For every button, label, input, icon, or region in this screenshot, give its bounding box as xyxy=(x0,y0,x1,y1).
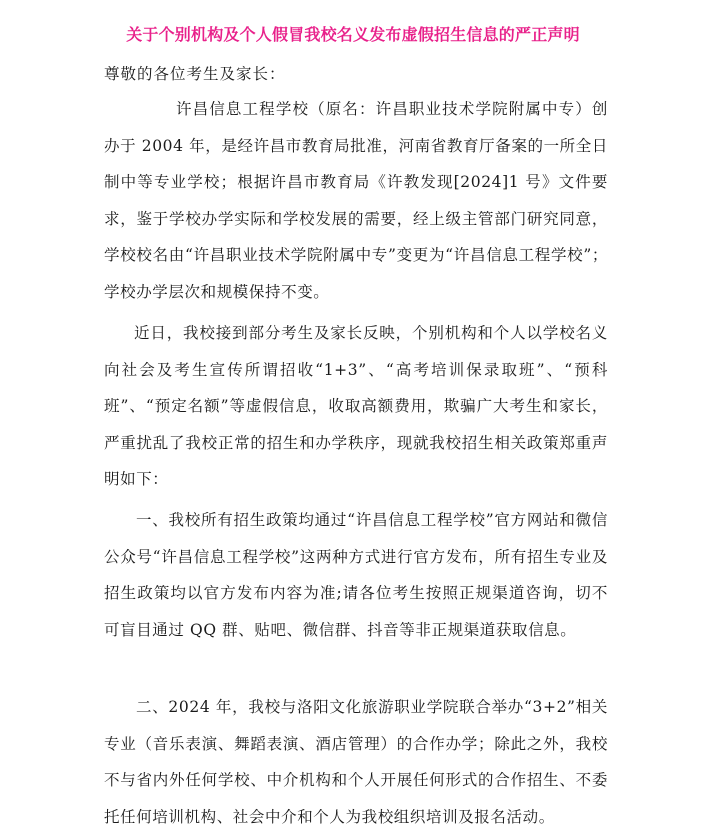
paragraph-school-introduction: 许昌信息工程学校（原名：许昌职业技术学院附属中专）创办于 2004 年，是经许昌市教育局批准，河南省教育厅备案的一所全日制中等专业学校；根据许昌市教育局《许教发现[2024]1 号》文件要求，鉴于学校办学实际和学校发展的需要，经上级主管部门研究同意，学校校名由“许昌职业技术学院附属中专”变更为“许昌信息工程学校”；学校办学层次和规模保持不变。 xyxy=(104,100,608,301)
paragraph-false-information-notice: 近日，我校接到部分考生及家长反映，个别机构和个人以学校名义向社会及考生宣传所谓招收“1+3”、“高考培训保录取班”、“预科班”、“预定名额”等虚假信息，收取高额费用，欺骗广大考生和家长，严重扰乱了我校正常的招生和办学秩序，现就我校招生相关政策郑重声明如下： xyxy=(104,324,608,489)
paragraph-policy-item-1: 一、我校所有招生政策均通过“许昌信息工程学校”官方网站和微信公众号“许昌信息工程学校”这两种方式进行官方发布，所有招生专业及招生政策均以官方发布内容为准;请各位考生按照正规渠道咨询，切不可盲目通过 QQ 群、贴吧、微信群、抖音等非正规渠道获取信息。 xyxy=(104,511,608,639)
paragraph-policy-item-2: 二、2024 年，我校与洛阳文化旅游职业学院联合举办“3+2”相关专业（音乐表演、舞蹈表演、酒店管理）的合作办学；除此之外，我校不与省内外任何学校、中介机构和个人开展任何形式的合作招生、不委托任何培训机构、社会中介和个人为我校组织培训及报名活动。 xyxy=(104,698,608,826)
document-title: 关于个别机构及个人假冒我校名义发布虚假招生信息的严正声明 xyxy=(126,25,580,44)
greeting: 尊敬的各位考生及家长： xyxy=(104,65,286,83)
